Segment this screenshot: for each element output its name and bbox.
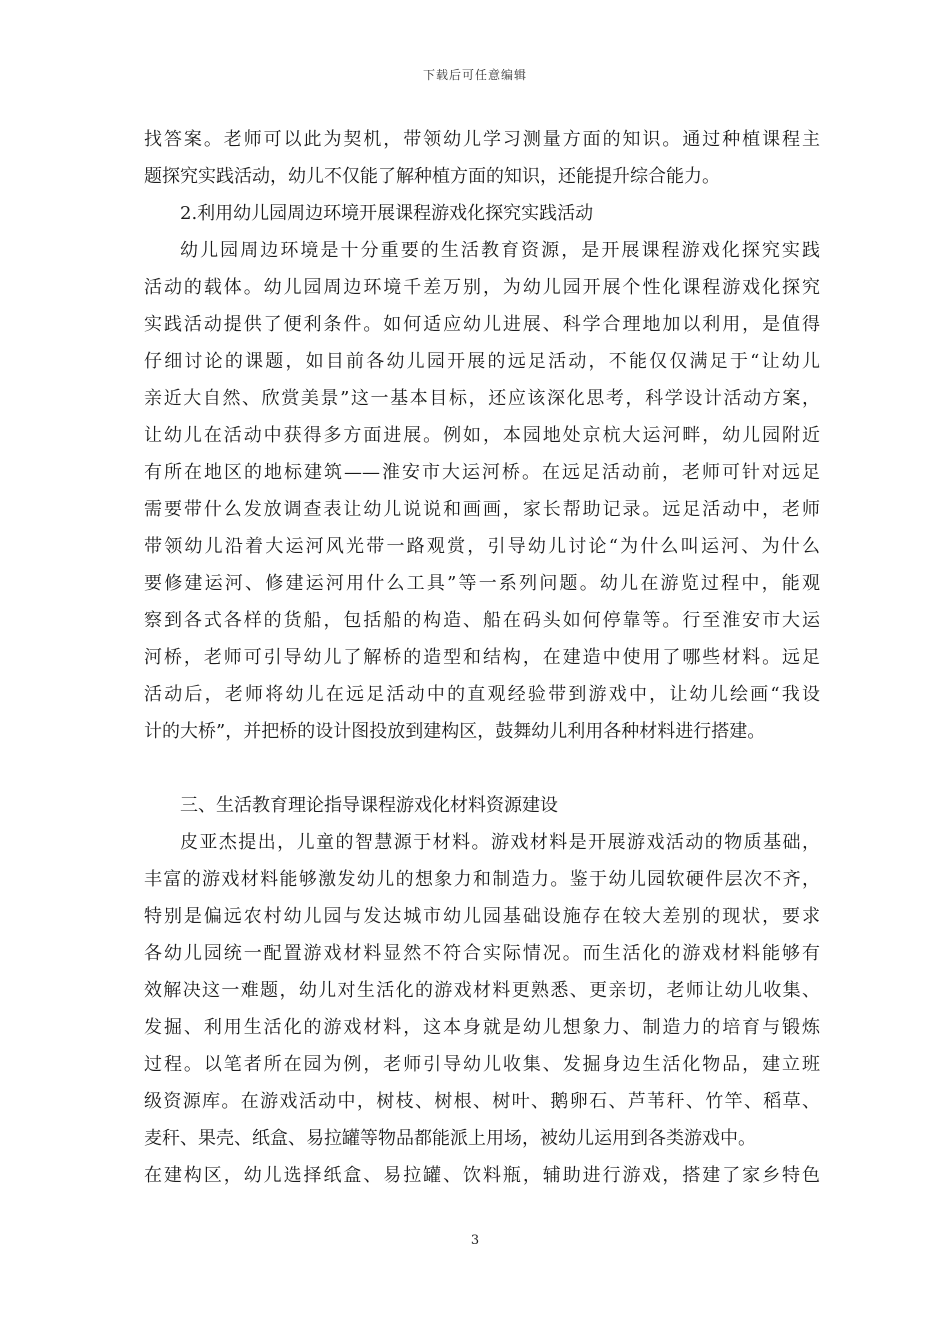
section-heading [144, 787, 820, 824]
text-line: 河桥，老师可引导幼儿了解桥的造型和结构，在建造中使用了哪些材料。远足 [144, 647, 820, 668]
blank-line [144, 750, 820, 787]
text-line: 活动后，老师将幼儿在远足活动中的直观经验带到游戏中，让幼儿绘画“我设 [144, 684, 820, 705]
paragraph [144, 824, 820, 1194]
text-line: 有所在地区的地标建筑——淮安市大运河桥。在远足活动前，老师可针对远足 [144, 462, 820, 483]
text-line: 丰富的游戏材料能够激发幼儿的想象力和制造力。鉴于幼儿园软硬件层次不齐， [144, 869, 820, 890]
document-body [144, 121, 820, 1194]
page-header: 下载后可任意编辑 [422, 68, 527, 82]
text-line: 找答案。老师可以此为契机，带领幼儿学习测量方面的知识。通过种植课程主 [144, 129, 820, 150]
heading-text: 三、生活教育理论指导课程游戏化材料资源建设 [180, 795, 558, 816]
text-line: 过程。以笔者所在园为例，老师引导幼儿收集、发掘身边生活化物品，建立班 [144, 1054, 820, 1075]
paragraph [144, 121, 820, 195]
text-line: 需要带什么发放调查表让幼儿说说和画画，家长帮助记录。远足活动中，老师 [144, 499, 820, 520]
text-line: 带领幼儿沿着大运河风光带一路观赏，引导幼儿讨论“为什么叫运河、为什么 [144, 536, 820, 557]
subheading-text: 2.利用幼儿园周边环境开展课程游戏化探究实践活动 [180, 203, 594, 224]
text-line: 级资源库。在游戏活动中，树枝、树根、树叶、鹅卵石、芦苇秆、竹竿、稻草、 [144, 1091, 820, 1112]
text-line: 效解决这一难题，幼儿对生活化的游戏材料更熟悉、更亲切，老师让幼儿收集、 [144, 980, 820, 1001]
paragraph [144, 232, 820, 750]
text-line: 皮亚杰提出，儿童的智慧源于材料。游戏材料是开展游戏活动的物质基础， [180, 832, 820, 853]
text-line: 要修建运河、修建运河用什么工具”等一系列问题。幼儿在游览过程中，能观 [144, 573, 820, 594]
text-line: 实践活动提供了便利条件。如何适应幼儿进展、科学合理地加以利用，是值得 [144, 314, 820, 335]
text-line: 各幼儿园统一配置游戏材料显然不符合实际情况。而生活化的游戏材料能够有 [144, 943, 820, 964]
text-line: 察到各式各样的货船，包括船的构造、船在码头如何停靠等。行至淮安市大运 [144, 610, 820, 631]
text-line: 特别是偏远农村幼儿园与发达城市幼儿园基础设施存在较大差别的现状，要求 [144, 906, 820, 927]
text-line: 活动的载体。幼儿园周边环境千差万别，为幼儿园开展个性化课程游戏化探究 [144, 277, 820, 298]
text-line: 麦秆、果壳、纸盒、易拉罐等物品都能派上用场，被幼儿运用到各类游戏中。 [144, 1128, 756, 1149]
text-line: 发掘、利用生活化的游戏材料，这本身就是幼儿想象力、制造力的培育与锻炼 [144, 1017, 820, 1038]
text-line: 亲近大自然、欣赏美景”这一基本目标，还应该深化思考，科学设计活动方案， [144, 388, 820, 409]
text-line: 仔细讨论的课题，如目前各幼儿园开展的远足活动，不能仅仅满足于“让幼儿 [144, 351, 820, 372]
text-line: 在建构区，幼儿选择纸盒、易拉罐、饮料瓶，辅助进行游戏，搭建了家乡特色 [144, 1165, 820, 1186]
text-line: 幼儿园周边环境是十分重要的生活教育资源，是开展课程游戏化探究实践 [180, 240, 820, 261]
page-number: 3 [470, 1233, 480, 1248]
text-line: 让幼儿在活动中获得多方面进展。例如，本园地处京杭大运河畔，幼儿园附近 [144, 425, 820, 446]
text-line: 题探究实践活动，幼儿不仅能了解种植方面的知识，还能提升综合能力。 [144, 166, 720, 187]
text-line: 计的大桥”，并把桥的设计图投放到建构区，鼓舞幼儿利用各种材料进行搭建。 [144, 721, 766, 742]
section-subheading [144, 195, 820, 232]
